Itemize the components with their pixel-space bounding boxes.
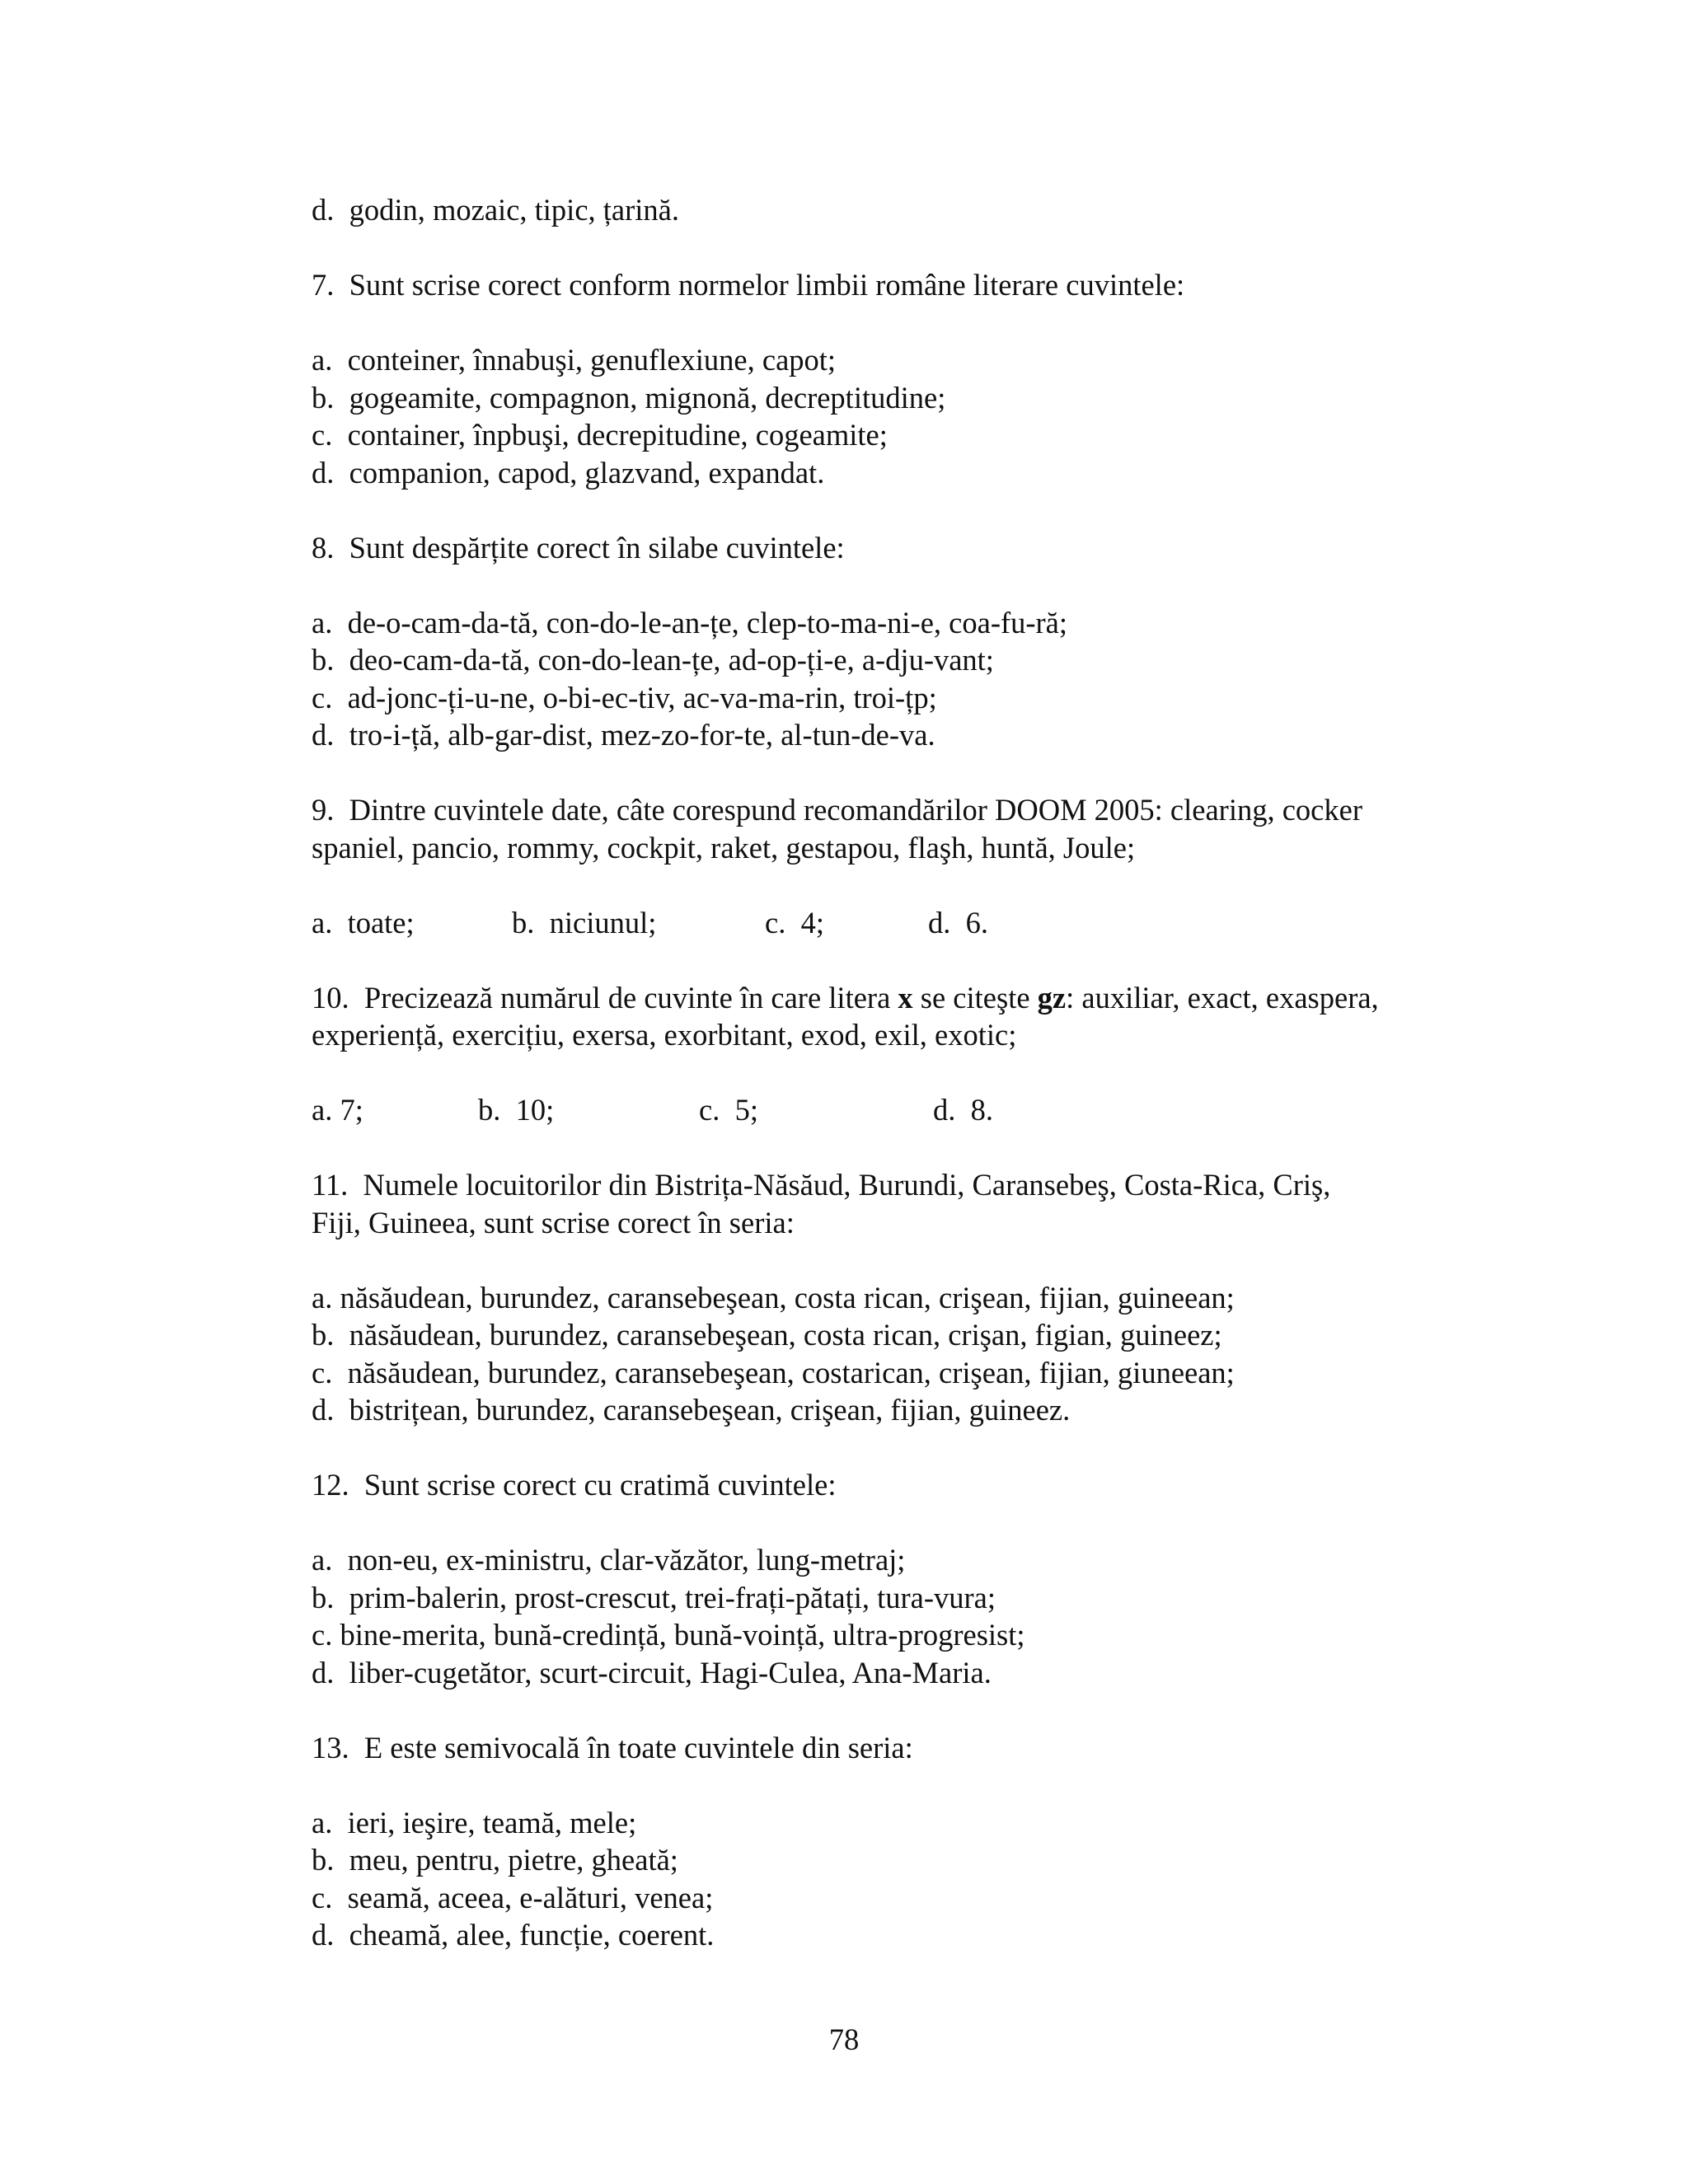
question-text: 8. Sunt despărțite corect în silabe cuvintele: [312,530,845,565]
option-a: a. de-o-cam-da-tă, con-do-le-an-țe, clep-to-ma-ni-e, coa-fu-ră; [312,605,1068,640]
option-c: c. 4; [765,905,824,940]
question-text-line-1: 11. Numele locuitorilor din Bistrița-Năsăud, Burundi, Caransebeş, Costa-Rica, Criş, [312,1168,1331,1202]
options-row [312,1091,1482,1129]
question-9 [312,791,1482,941]
option-a: a. conteiner, înnabuşi, genuflexiune, capot; [312,343,837,377]
option-b: b. meu, pentru, pietre, gheată; [312,1843,678,1877]
question-text: 13. E este semivocală în toate cuvintele din seria: [312,1730,913,1765]
question-11 [312,1166,1482,1429]
question-8 [312,529,1482,754]
question-text-part: 10. Precizează numărul de cuvinte în care litera [312,980,898,1015]
question-12 [312,1466,1482,1691]
option-c: c. 5; [699,1093,758,1127]
page-number: 78 [828,2022,860,2056]
option-a: a. non-eu, ex-ministru, clar-văzător, lung-metraj; [312,1543,906,1577]
option-b: b. gogeamite, compagnon, mignonă, decreptitudine; [312,380,946,415]
option-b: b. deo-cam-da-tă, con-do-lean-țe, ad-op-ți-e, a-dju-vant; [312,643,994,677]
option-b: b. 10; [478,1093,555,1127]
option-c: c. ad-jonc-ți-u-ne, o-bi-ec-tiv, ac-va-ma-rin, troi-țp; [312,680,937,715]
question-text-line-1: 9. Dintre cuvintele date, câte corespund recomandărilor DOOM 2005: clearing, cocker [312,793,1362,827]
question-text-part: se citeşte [912,980,1038,1015]
option-c: c. seamă, aceea, e-alături, venea; [312,1880,714,1915]
page-content [312,191,1482,1954]
option-d: d. liber-cugetător, scurt-circuit, Hagi-Culea, Ana-Maria. [312,1655,992,1690]
letter-x: x [898,980,913,1015]
option-b: b. năsăudean, burundez, caransebeşean, costa rican, crişan, figian, guineez; [312,1318,1222,1352]
option-b: b. niciunul; [512,905,657,940]
options-row [312,904,1482,942]
question-text-line-1 [312,979,1482,1017]
option-a: a. ieri, ieşire, teamă, mele; [312,1805,637,1840]
option-a: a. 7; [312,1093,363,1127]
option-a: a. toate; [312,905,415,940]
question-text-part: : auxiliar, exact, exaspera, [1066,980,1379,1015]
question-text-line-2: spaniel, pancio, rommy, cockpit, raket, gestapou, flaşh, huntă, Joule; [312,830,1136,865]
question-13 [312,1729,1482,1954]
option-a: a. năsăudean, burundez, caransebeşean, costa rican, crişean, fijian, guineean; [312,1280,1235,1315]
question-text-line-2: experiență, exercițiu, exersa, exorbitant, exod, exil, exotic; [312,1018,1017,1052]
question-7 [312,266,1482,491]
question-10 [312,979,1482,1129]
question-text: 12. Sunt scrise corect cu cratimă cuvintele: [312,1468,837,1502]
option-d: d. 6. [928,905,988,940]
question-text-line-2: Fiji, Guineea, sunt scrise corect în seria: [312,1205,795,1240]
option-d: d. companion, capod, glazvand, expandat. [312,455,825,490]
option-d: d. bistrițean, burundez, caransebeşean, crişean, fijian, guineez. [312,1393,1071,1427]
option-d: d. 8. [933,1093,993,1127]
lead-option-line: d. godin, mozaic, tipic, țarină. [312,193,679,227]
letters-gz: gz [1037,980,1067,1015]
question-text: 7. Sunt scrise corect conform normelor limbii române literare cuvintele: [312,268,1185,302]
option-c: c. container, înpbuşi, decrepitudine, cogeamite; [312,418,888,452]
option-d: d. tro-i-ță, alb-gar-dist, mez-zo-for-te, al-tun-de-va. [312,718,935,752]
option-c: c. bine-merita, bună-credință, bună-voință, ultra-progresist; [312,1618,1025,1652]
option-d: d. cheamă, alee, funcție, coerent. [312,1918,715,1952]
option-b: b. prim-balerin, prost-crescut, trei-frați-pătați, tura-vura; [312,1580,996,1615]
option-c: c. năsăudean, burundez, caransebeşean, costarican, crişean, fijian, giuneean; [312,1355,1235,1390]
